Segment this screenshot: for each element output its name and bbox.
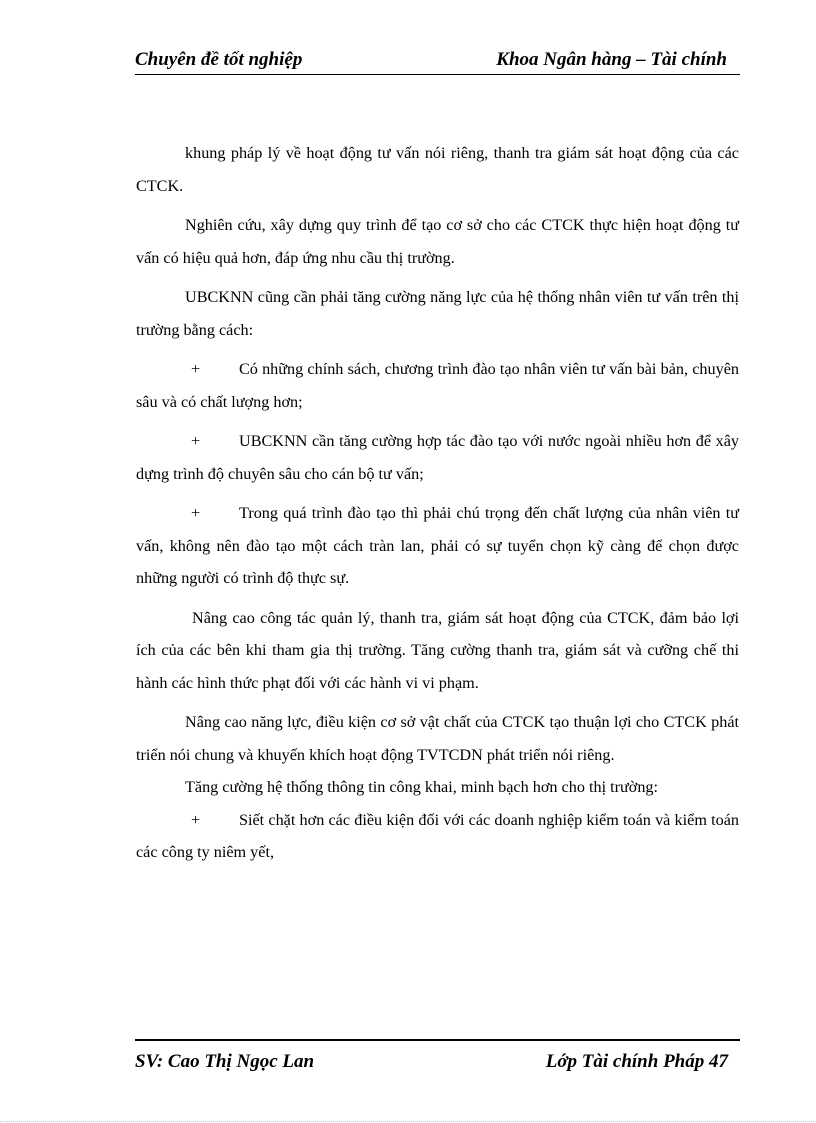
bullet-item bbox=[136, 425, 739, 490]
page-footer bbox=[135, 1039, 740, 1081]
bullet-marker: + bbox=[191, 360, 201, 378]
bullet-text: Trong quá trình đào tạo thì phải chú trọng đến chất lượng của nhân viên tư vấn, không nên đào tạo một cách tràn lan, phải có sự tuyển chọn kỹ càng để chọn được những người có trình độ thực sự. bbox=[136, 504, 739, 587]
bullet-item bbox=[136, 353, 739, 418]
page-break-line bbox=[0, 1121, 816, 1122]
footer-left: SV: Cao Thị Ngọc Lan bbox=[135, 1051, 315, 1072]
paragraph: UBCKNN cũng cần phải tăng cường năng lực của hệ thống nhân viên tư vấn trên thị trường bằng cách: bbox=[136, 288, 739, 339]
paragraph: khung pháp lý về hoạt động tư vấn nói riêng, thanh tra giám sát hoạt động của các CTCK. bbox=[136, 144, 739, 195]
bullet-marker: + bbox=[191, 504, 201, 522]
bullet-marker: + bbox=[191, 432, 201, 450]
header-left: Chuyên đề tốt nghiệp bbox=[135, 49, 303, 70]
paragraph: Nâng cao năng lực, điều kiện cơ sở vật chất của CTCK tạo thuận lợi cho CTCK phát triển nói chung và khuyến khích hoạt động TVTCDN phát triển nói riêng. bbox=[136, 713, 739, 764]
page-header bbox=[135, 48, 740, 75]
header-right: Khoa Ngân hàng – Tài chính bbox=[496, 49, 727, 70]
bullet-item bbox=[136, 497, 739, 595]
bullet-text: Siết chặt hơn các điều kiện đối với các doanh nghiệp kiểm toán và kiểm toán các công ty niêm yết, bbox=[136, 810, 739, 861]
footer-right: Lớp Tài chính Pháp 47 bbox=[545, 1051, 728, 1072]
bullet-marker: + bbox=[191, 810, 201, 829]
bullet-text: UBCKNN cần tăng cường hợp tác đào tạo với nước ngoài nhiều hơn để xây dựng trình độ chuyên sâu cho cán bộ tư vấn; bbox=[136, 432, 739, 483]
paragraph: Tăng cường hệ thống thông tin công khai, minh bạch hơn cho thị trường: bbox=[185, 778, 659, 796]
paragraph: Nâng cao công tác quản lý, thanh tra, giám sát hoạt động của CTCK, đảm bảo lợi ích của các bên khi tham gia thị trường. Tăng cường thanh tra, giám sát và cưỡng chế thi hành các hình thức phạt đối với các hành vi vi phạm. bbox=[136, 608, 739, 692]
body-text bbox=[136, 137, 739, 869]
bullet-text: Có những chính sách, chương trình đào tạo nhân viên tư vấn bài bản, chuyên sâu và có chất lượng hơn; bbox=[136, 360, 739, 411]
bullet-item bbox=[136, 804, 739, 869]
paragraph: Nghiên cứu, xây dựng quy trình để tạo cơ sở cho các CTCK thực hiện hoạt động tư vấn có hiệu quả hơn, đáp ứng nhu cầu thị trường. bbox=[136, 216, 739, 267]
